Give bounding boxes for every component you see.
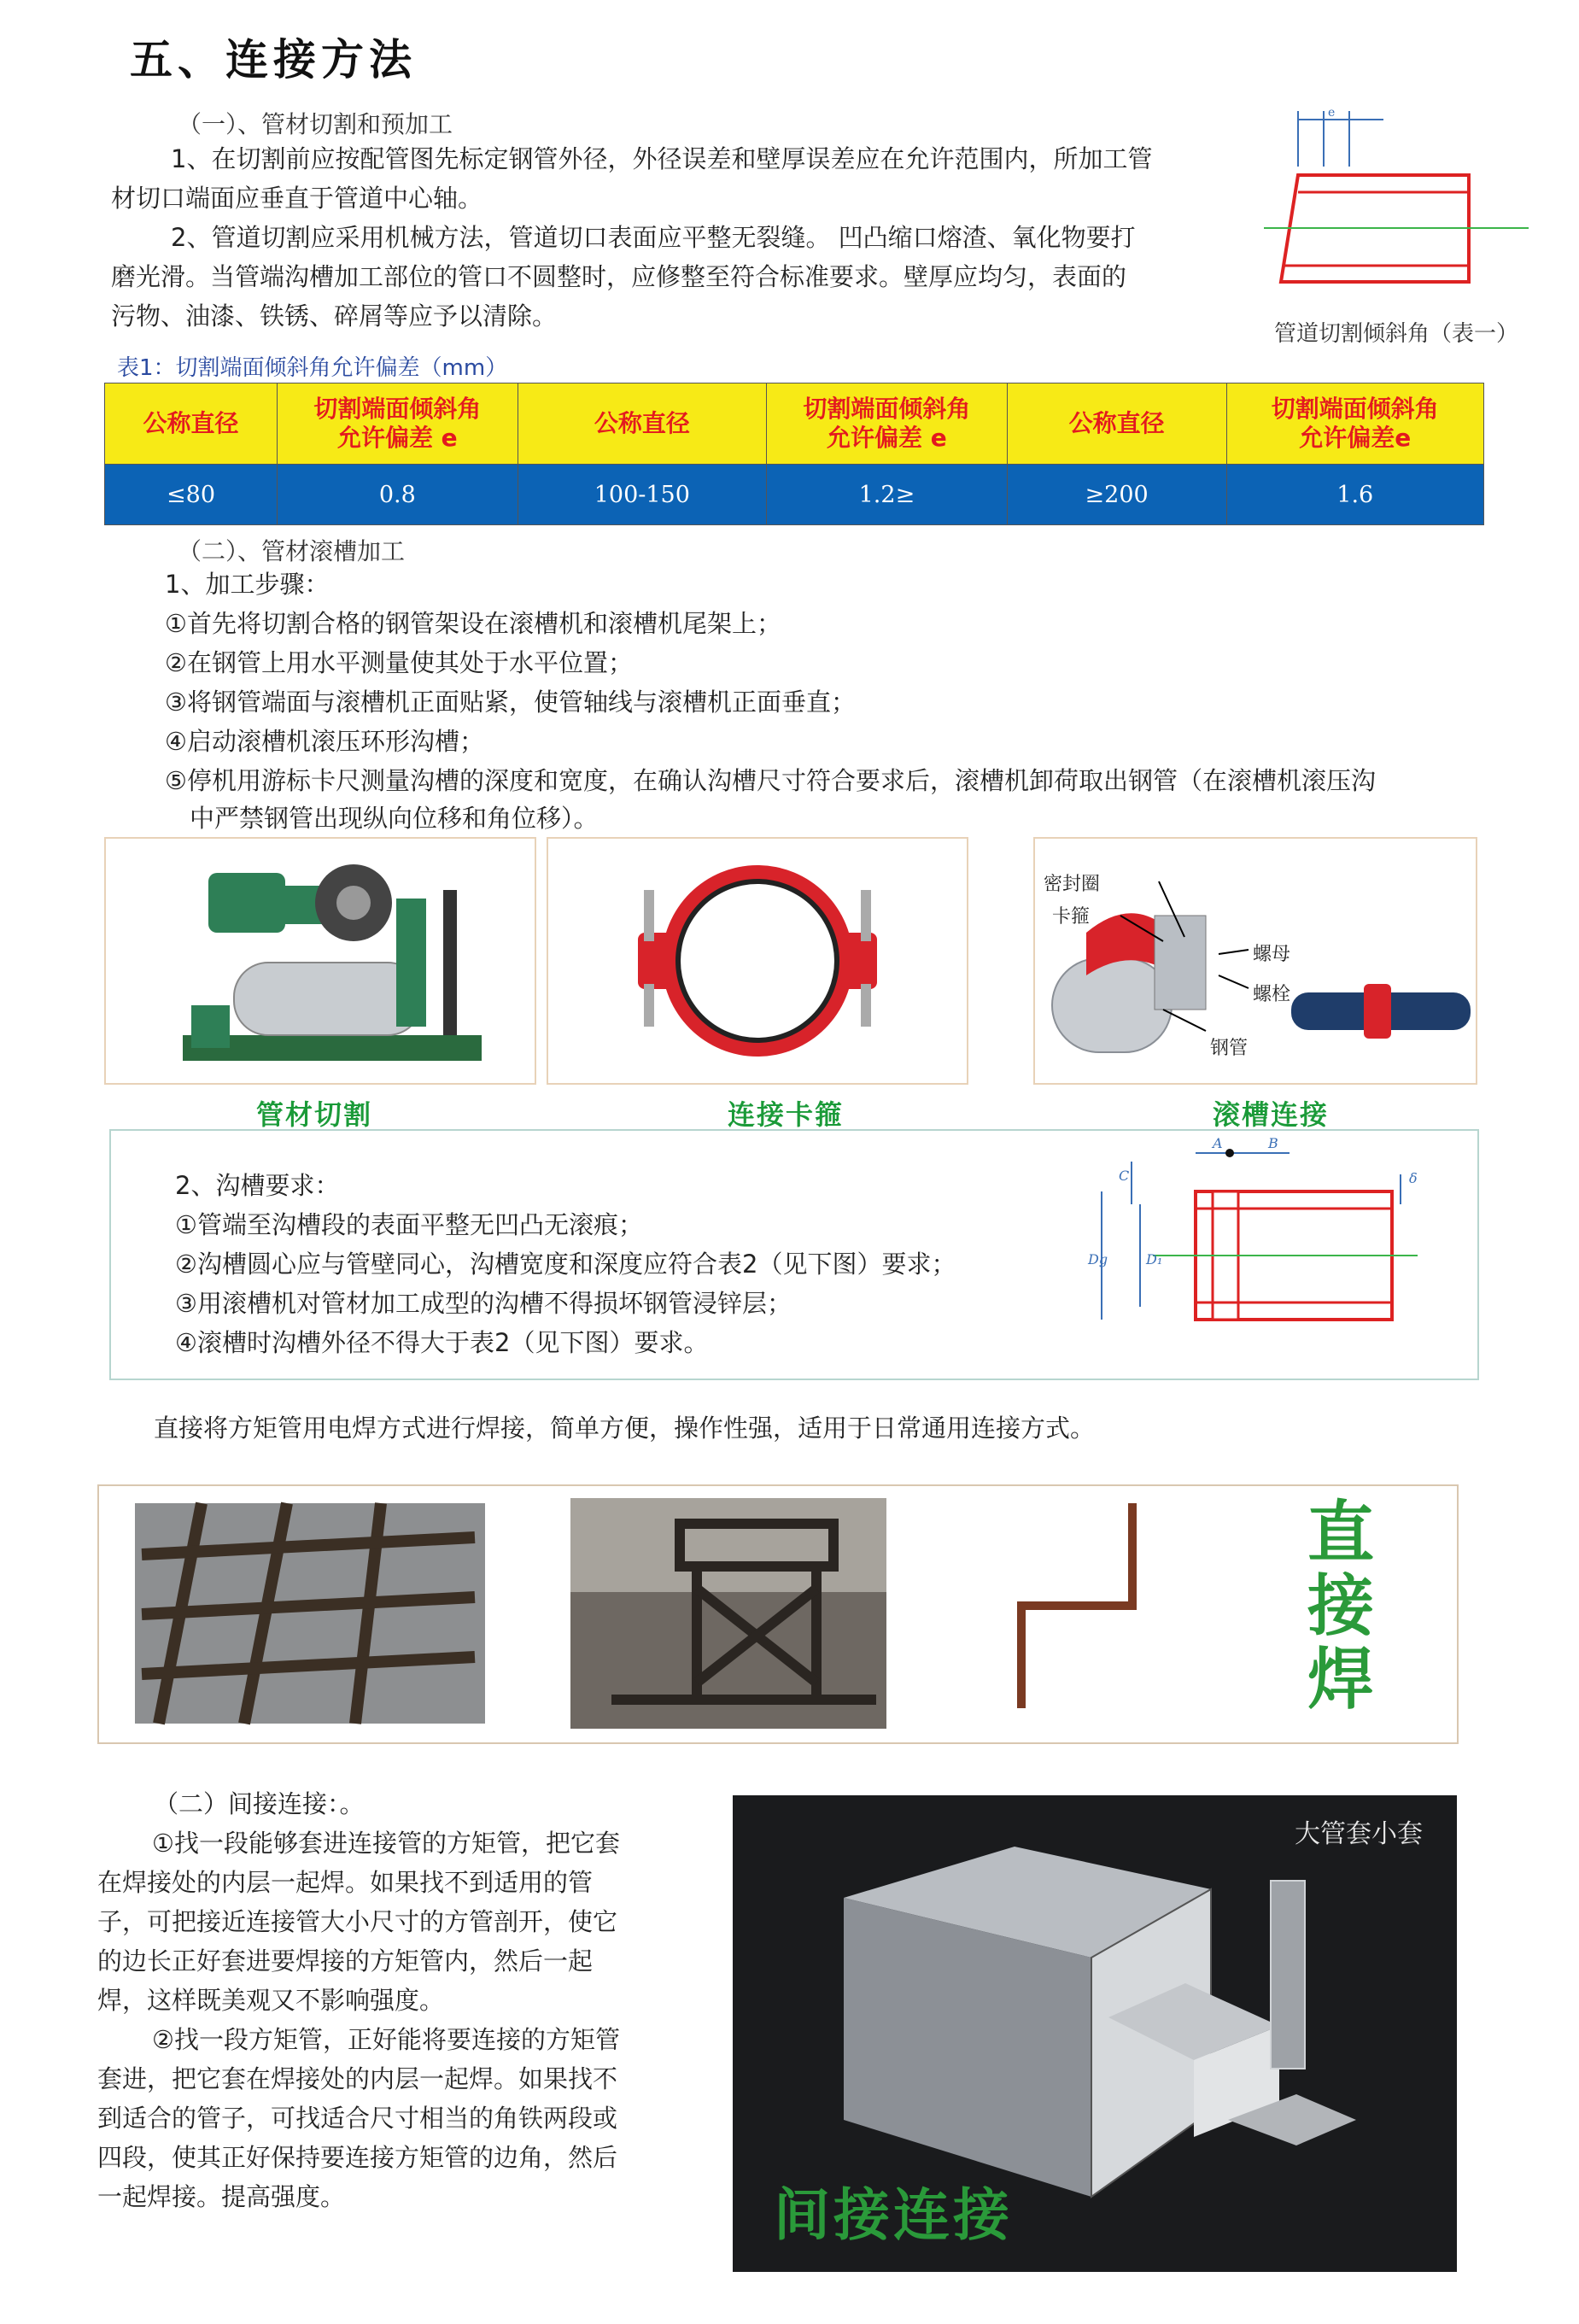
cut-angle-diagram — [1264, 107, 1537, 303]
groove-item: ④滚槽时沟槽外径不得大于表2（见下图）要求。 — [175, 1328, 709, 1357]
label-nut: 螺母 — [1253, 944, 1291, 965]
table1-cell: 100-150 — [518, 465, 767, 525]
table1-caption: 表1：切割端面倾斜角允许偏差（mm） — [117, 355, 508, 381]
coupling-clamp-illustration — [548, 839, 967, 1083]
indirect-line: 套进，把它套在焊接处的内层一起焊。如果找不 — [97, 2064, 618, 2093]
section1-p2-line3: 污物、油漆、铁锈、碎屑等应予以清除。 — [111, 301, 558, 331]
indirect-line: ①找一段能够套进连接管的方矩管，把它套 — [152, 1829, 620, 1858]
dim-D1: D₁ — [1146, 1251, 1163, 1267]
groove-item: ①管端至沟槽段的表面平整无凹凸无滚痕； — [175, 1210, 643, 1239]
section1-p2-line2: 磨光滑。当管端沟槽加工部位的管口不圆整时，应修整至符合标准要求。壁厚应均匀，表面的 — [111, 262, 1127, 291]
dim-Dg: Dg — [1088, 1251, 1108, 1267]
weld-photo-panel — [97, 1484, 1459, 1744]
step-item: ⑤停机用游标卡尺测量沟槽的深度和宽度，在确认沟槽尺寸符合要求后，滚槽机卸荷取出钢管（在滚槽机滚压沟 — [165, 766, 1377, 795]
dim-C: C — [1119, 1168, 1130, 1184]
indirect-line: 到适合的管子，可找适合尺寸相当的角铁两段或 — [97, 2104, 618, 2133]
indirect-line: 焊，这样既美观又不影响强度。 — [97, 1986, 445, 2015]
cut-angle-caption: 管道切割倾斜角（表一） — [1274, 321, 1519, 347]
table1-header: 公称直径 — [518, 383, 767, 465]
groove-title: 2、沟槽要求： — [175, 1171, 340, 1200]
indirect-heading: （二）间接连接：。 — [154, 1789, 365, 1818]
weld-intro: 直接将方矩管用电焊方式进行焊接，简单方便，操作性强，适用于日常通用连接方式。 — [154, 1414, 1096, 1443]
table1-cell: 1.6 — [1226, 465, 1483, 525]
indirect-line: ②找一段方矩管，正好能将要连接的方矩管 — [152, 2025, 620, 2054]
step-item: ①首先将切割合格的钢管架设在滚槽机和滚槽机尾架上； — [165, 609, 781, 638]
table1-cell: ≥200 — [1007, 465, 1226, 525]
indirect-line: 一起焊接。提高强度。 — [97, 2182, 346, 2211]
groove-item: ③用滚槽机对管材加工成型的沟槽不得损坏钢管浸锌层； — [175, 1289, 792, 1318]
photo-caption-coupling: 连接卡箍 — [728, 1098, 845, 1131]
table1-header: 切割端面倾斜角 允许偏差e — [1226, 383, 1483, 465]
grooved-connection-photo — [1033, 837, 1477, 1085]
section1-p2-line1: 2、管道切割应采用机械方法，管道切口表面应平整无裂缝。 凹凸缩口熔渣、氧化物要打 — [171, 223, 1136, 252]
steps-title: 1、加工步骤： — [165, 570, 330, 599]
pipe-cutting-photo — [104, 837, 536, 1085]
dim-A: A — [1213, 1136, 1223, 1151]
table1-header: 切割端面倾斜角 允许偏差 e — [278, 383, 518, 465]
step-item: ④启动滚槽机滚压环形沟槽； — [165, 727, 484, 756]
cutting-machine-illustration — [106, 839, 535, 1083]
table1-cell: 0.8 — [278, 465, 518, 525]
label-clamp: 卡箍 — [1052, 906, 1091, 928]
page-title: 五、连接方法 — [130, 35, 417, 85]
table1 — [104, 383, 1484, 525]
indirect-line: 在焊接处的内层一起焊。如果找不到适用的管 — [97, 1868, 594, 1897]
indirect-connection-label: 间接连接 — [774, 2181, 1013, 2248]
direct-weld-label: 直 接 焊 — [1307, 1494, 1374, 1718]
indirect-line: 子，可把接近连接管大小尺寸的方管剖开，使它 — [97, 1907, 618, 1936]
indirect-line: 的边长正好套进要焊接的方矩管内，然后一起 — [97, 1946, 594, 1976]
step-item: ②在钢管上用水平测量使其处于水平位置； — [165, 648, 633, 677]
dim-B: B — [1268, 1136, 1278, 1151]
photo-caption-grooved: 滚槽连接 — [1213, 1098, 1330, 1131]
coupling-photo — [547, 837, 968, 1085]
label-pipe: 钢管 — [1210, 1038, 1249, 1059]
indirect-connection-photo — [733, 1795, 1457, 2272]
table1-header-row — [105, 383, 1484, 465]
groove-item: ②沟槽圆心应与管壁同心，沟槽宽度和深度应符合表2（见下图）要求； — [175, 1250, 956, 1279]
table1-header: 公称直径 — [1007, 383, 1226, 465]
photo-caption-cutting: 管材切割 — [256, 1098, 373, 1131]
weld-photos-illustration — [99, 1486, 1457, 1742]
label-bolt: 螺栓 — [1253, 984, 1291, 1005]
section2-heading: （二）、管材滚槽加工 — [178, 537, 406, 565]
section1-p1-line1: 1、在切割前应按配管图先标定钢管外径，外径误差和壁厚误差应在允许范围内，所加工管 — [171, 144, 1153, 173]
label-seal: 密封圈 — [1044, 874, 1101, 895]
nested-tube-caption: 大管套小套 — [1295, 1819, 1423, 1849]
indirect-line: 四段，使其正好保持要连接方矩管的边角，然后 — [97, 2143, 618, 2172]
step-item: ③将钢管端面与滚槽机正面贴紧，使管轴线与滚槽机正面垂直； — [165, 688, 856, 717]
groove-dimension-diagram — [1085, 1136, 1426, 1341]
table1-cell: 1.2≥ — [767, 465, 1008, 525]
section1-heading: （一）、管材切割和预加工 — [178, 110, 453, 138]
dim-delta: δ — [1409, 1170, 1418, 1186]
section1-p1-line2: 材切口端面应垂直于管道中心轴。 — [111, 184, 483, 213]
table1-value-row — [105, 465, 1484, 525]
e-label: e — [1328, 107, 1336, 120]
table1-cell: ≤80 — [105, 465, 278, 525]
table1-header: 公称直径 — [105, 383, 278, 465]
step-item: 中严禁钢管出现纵向位移和角位移）。 — [190, 804, 599, 833]
table1-header: 切割端面倾斜角 允许偏差 e — [767, 383, 1008, 465]
